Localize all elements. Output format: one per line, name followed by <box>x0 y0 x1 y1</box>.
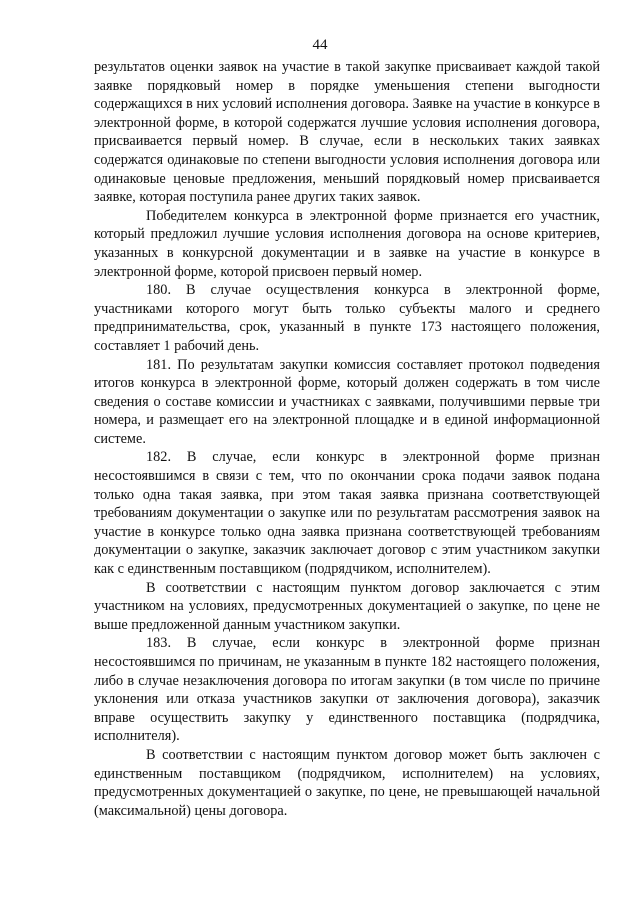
paragraph-183: 183. В случае, если конкурс в электронной форме признан несостоявшимся по причинам, не указанным в пункте 182 настоящего положения, либо в случае незаключения договора по итогам закупки (в том числе по причине уклонения или отказа участников закупки от заключения договора), заказчик вправе осуществить закупку у единственного поставщика (подрядчика, исполнителя). <box>94 635 600 745</box>
paragraph-183-contract: В соответствии с настоящим пунктом договор может быть заключен с единственным поставщиком (подрядчиком, исполнителем) на условиях, предусмотренных документацией о закупке, по цене, не превышающей начальной (максимальной) цены договора. <box>94 746 600 819</box>
body-text <box>94 58 600 820</box>
paragraph-182: 182. В случае, если конкурс в электронной форме признан несостоявшимся в связи с тем, что по окончании срока подачи заявок подана только одна такая заявка, при этом такая заявка признана соответствующей требованиям документации о закупке или по результатам рассмотрения заявок на участие в конкурсе только одна заявка признана соответствующей требованиям документации о закупке, заказчик заключает договор с этим участником закупки как с единственным поставщиком (подрядчиком, исполнителем). <box>94 449 600 578</box>
paragraph-182-contract: В соответствии с настоящим пунктом договор заключается с этим участником на условиях, предусмотренных документацией о закупке, по цене не выше предложенной данным участником закупки. <box>94 579 600 633</box>
paragraph-180: 180. В случае осуществления конкурса в электронной форме, участниками которого могут быть только субъекты малого и среднего предпринимательства, срок, указанный в пункте 173 настоящего положения, составляет 1 рабочий день. <box>94 282 600 354</box>
paragraph-continuation: результатов оценки заявок на участие в такой закупке присваивает каждой такой заявке порядковый номер в порядке уменьшения степени выгодности содержащихся в них условий исполнения договора. Заявке на участие в конкурсе в электронной форме, в которой содержатся лучшие условия исполнения договора, присваивается первый номер. В случае, если в нескольких таких заявках содержатся одинаковые по степени выгодности условия исполнения договора или одинаковые ценовые предложения, меньший порядковый номер присваивается заявке, которая поступила ранее других таких заявок. <box>94 59 600 206</box>
paragraph-181: 181. По результатам закупки комиссия составляет протокол подведения итогов конкурса в электронной форме, который должен содержать в том числе сведения о составе комиссии и участниках с заявками, получившими первые три номера, и размещает его на электронной площадке и в единой информационной системе. <box>94 356 600 447</box>
paragraph-winner: Победителем конкурса в электронной форме признается его участник, который предложил лучшие условия исполнения договора на основе критериев, указанных в конкурсной документации и в заявке на участие в конкурсе в электронной форме, которой присвоен первый номер. <box>94 207 600 280</box>
page-number: 44 <box>312 37 328 53</box>
